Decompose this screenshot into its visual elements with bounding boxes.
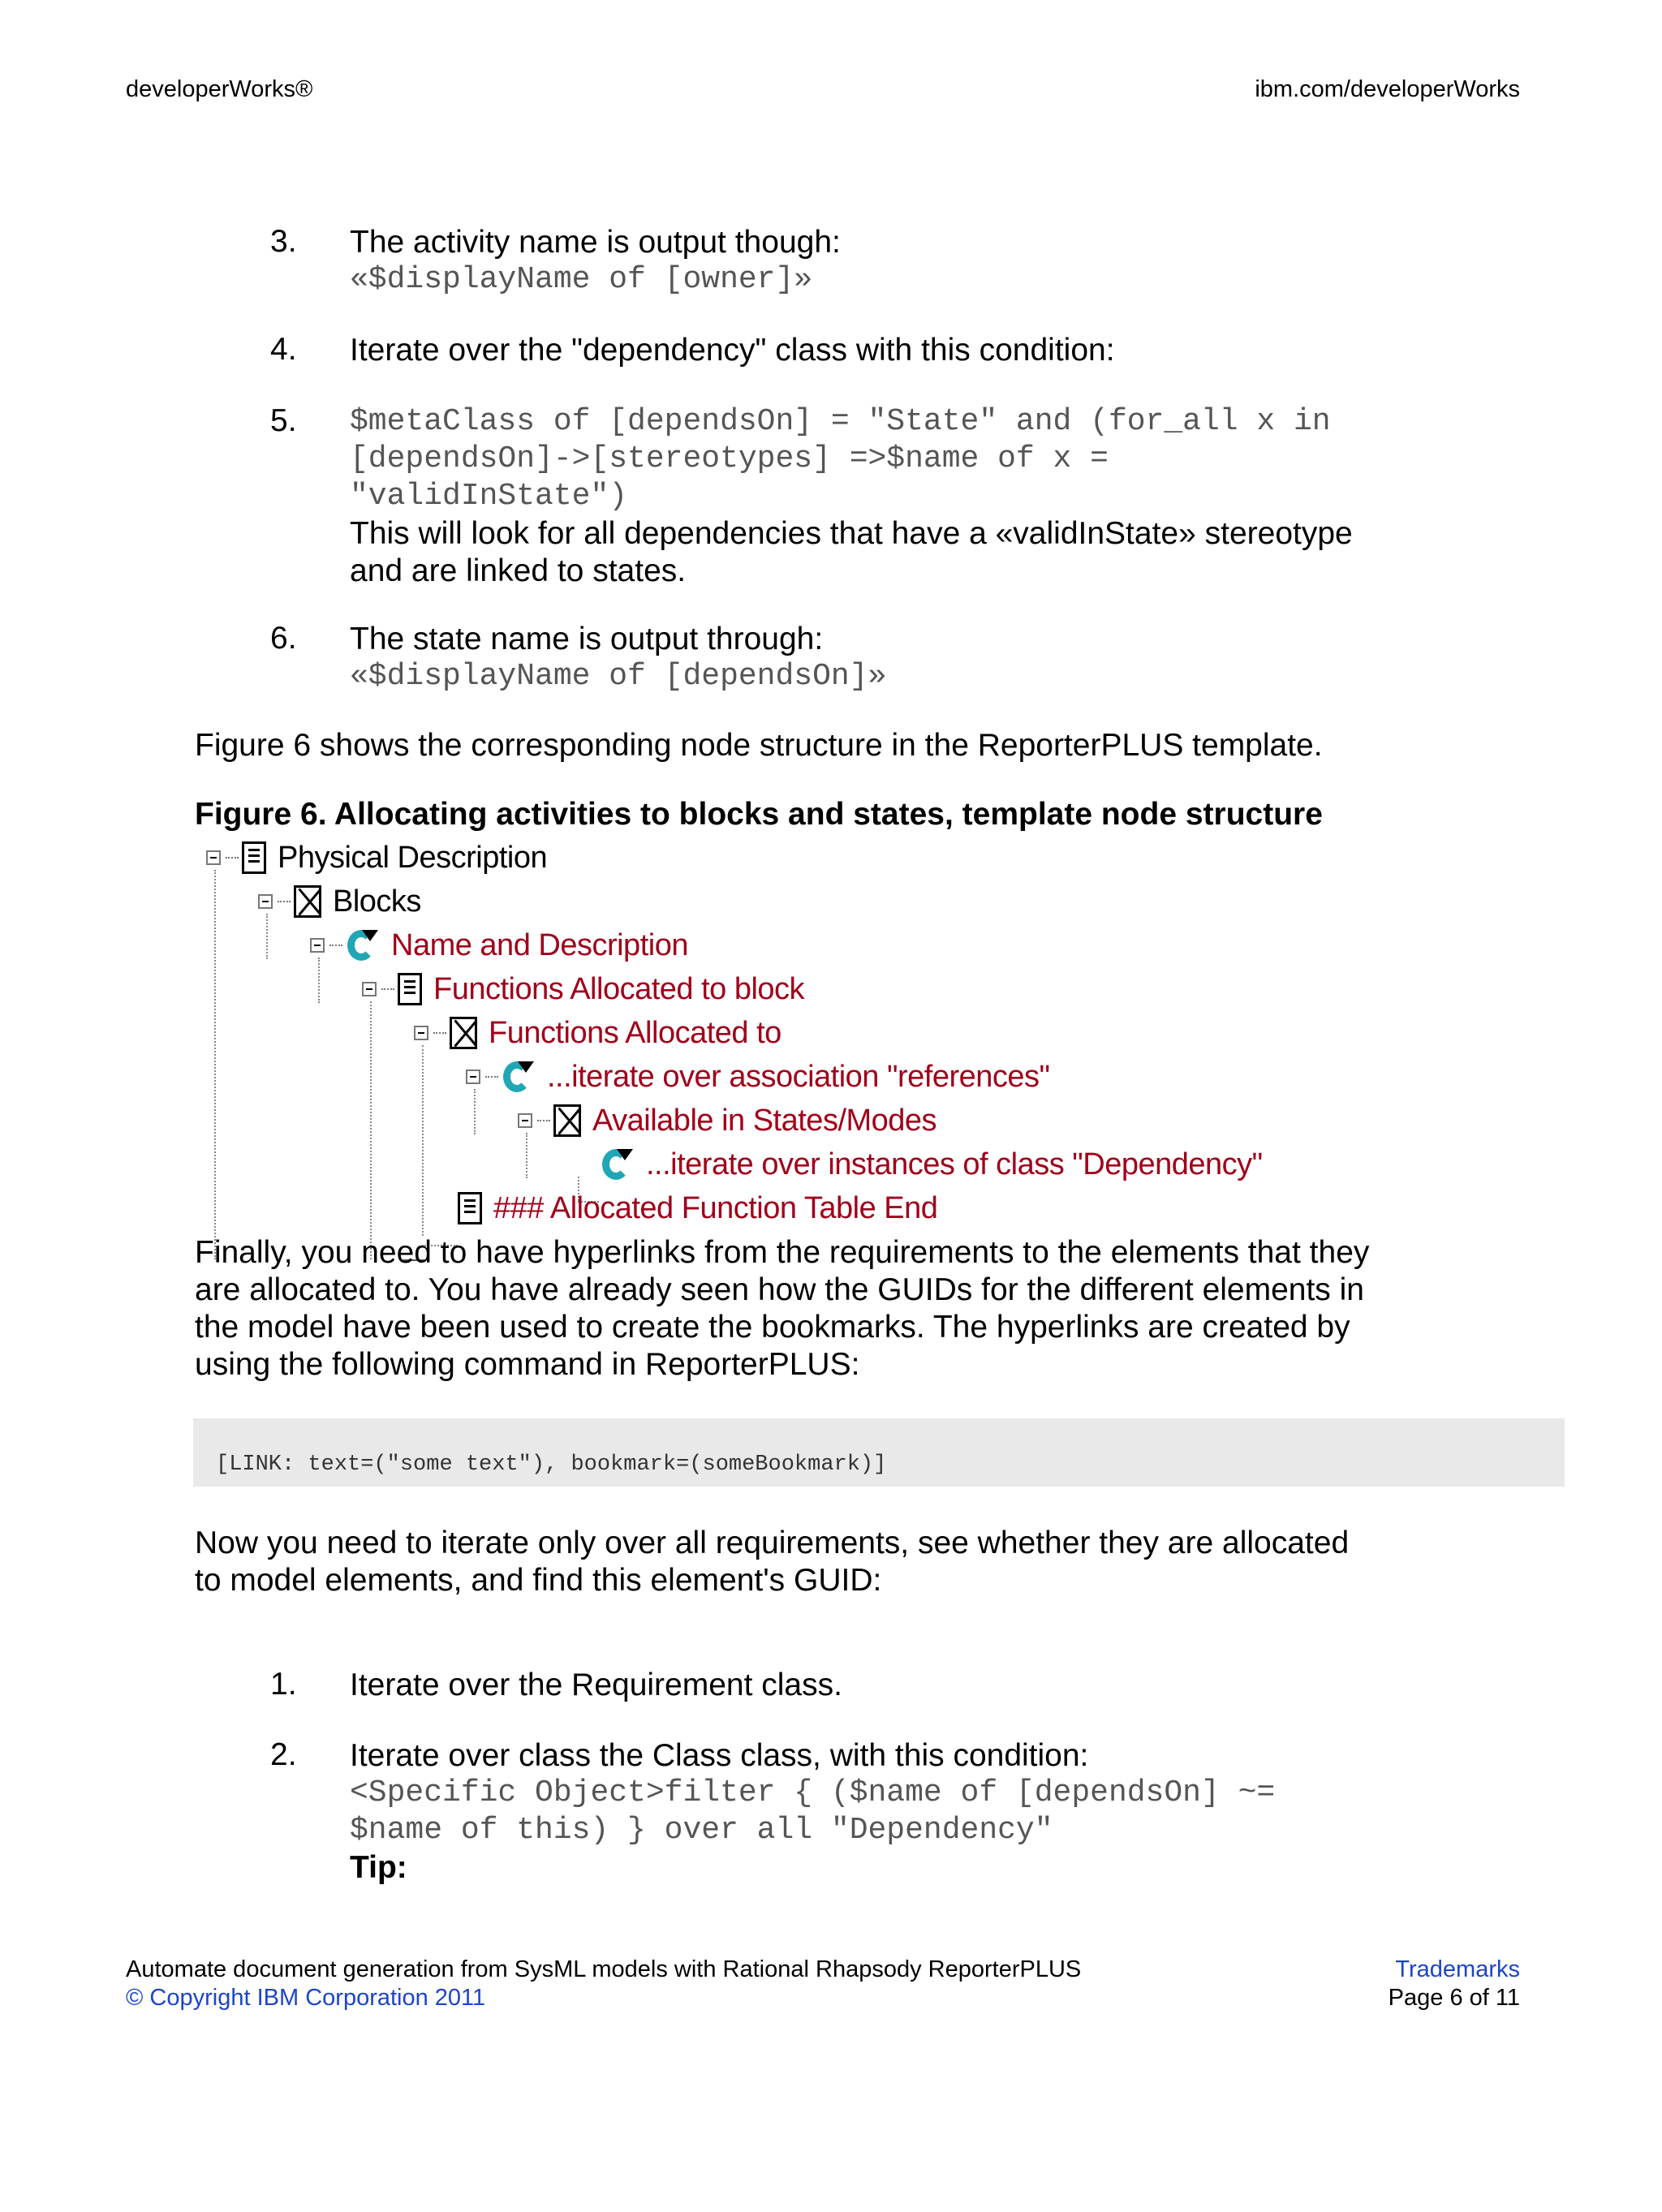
collapse-icon[interactable] — [362, 982, 377, 996]
tree-node-label: Name and Description — [391, 927, 688, 962]
code-block — [193, 1418, 1565, 1487]
step-number: 5. — [270, 403, 297, 438]
collapse-icon[interactable] — [206, 850, 221, 865]
tree-node[interactable] — [601, 1143, 1263, 1186]
tree-node[interactable] — [458, 1186, 937, 1230]
step-text — [350, 224, 1445, 299]
step-description: Iterate over the "dependency" class with this condition: — [350, 333, 1115, 368]
tree-node-label: Functions Allocated to — [489, 1015, 781, 1050]
step-code-line: <Specific Object>filter { ($name of [dependsOn] ~= — [350, 1775, 1276, 1810]
iterate-icon — [502, 1058, 536, 1095]
step-number: 4. — [270, 332, 297, 367]
collapse-icon[interactable] — [466, 1069, 480, 1084]
step-number: 3. — [270, 224, 297, 259]
tree-node-label: Available in States/Modes — [592, 1103, 937, 1138]
collapse-icon[interactable] — [414, 1026, 428, 1040]
x-box-icon — [450, 1017, 477, 1049]
step-description: Iterate over the Requirement class. — [350, 1668, 842, 1702]
document-icon — [242, 841, 266, 874]
code-block-text: [LINK: text=("some text"), bookmark=(someBookmark)] — [216, 1452, 887, 1477]
footer-copyright-link[interactable]: © Copyright IBM Corporation 2011 — [126, 1985, 486, 2011]
x-box-icon — [553, 1104, 581, 1137]
tree-node[interactable] — [258, 880, 421, 923]
step-description-line: and are linked to states. — [350, 553, 687, 588]
step-number: 1. — [270, 1667, 297, 1702]
tree-node[interactable] — [414, 1011, 781, 1055]
tree-node[interactable] — [518, 1099, 936, 1143]
iterate-paragraph — [195, 1525, 1461, 1599]
iterate-icon — [601, 1146, 635, 1183]
step-text — [350, 1737, 1445, 1887]
template-node-tree — [195, 836, 1380, 1242]
step-text — [350, 621, 1445, 695]
step-code: «$displayName of [owner]» — [350, 262, 813, 297]
tree-node-label: Blocks — [333, 884, 421, 919]
step-code-line: $metaClass of [dependsOn] = "State" and (for_all x in — [350, 404, 1331, 439]
tree-node[interactable] — [206, 836, 547, 880]
hyperlinks-paragraph — [195, 1234, 1461, 1384]
step-text — [350, 403, 1445, 590]
tree-node-label: ...iterate over instances of class "Dependency" — [646, 1147, 1263, 1181]
footer-left — [126, 1956, 1081, 2012]
footer-article-title: Automate document generation from SysML models with Rational Rhapsody ReporterPLUS — [126, 1956, 1082, 1982]
step-description: The state name is output through: — [350, 622, 824, 656]
collapse-icon[interactable] — [310, 938, 325, 953]
document-icon — [458, 1192, 482, 1224]
figure-intro-paragraph: Figure 6 shows the corresponding node structure in the ReporterPLUS template. — [195, 728, 1323, 763]
tree-guide — [422, 1045, 424, 1236]
header-brand: developerWorks® — [126, 76, 313, 102]
tree-node[interactable] — [310, 923, 688, 967]
step-description-line: This will look for all dependencies that have a «validInState» stereotype — [350, 516, 1353, 551]
tree-node-label: Functions Allocated to block — [433, 971, 805, 1006]
iterate-icon — [346, 927, 380, 964]
step-number: 6. — [270, 621, 297, 656]
step-description: Iterate over class the Class class, with this condition: — [350, 1738, 1089, 1773]
tree-node-label: ### Allocated Function Table End — [493, 1190, 938, 1225]
tree-node-label: ...iterate over association "references" — [547, 1059, 1050, 1094]
header-site[interactable]: ibm.com/developerWorks — [1255, 76, 1520, 102]
paragraph-line: the model have been used to create the bookmarks. The hyperlinks are created by — [195, 1310, 1350, 1345]
step-code-line: $name of this) } over all "Dependency" — [350, 1813, 1053, 1848]
step-number: 2. — [270, 1737, 297, 1772]
step-description: The activity name is output though: — [350, 225, 841, 260]
x-box-icon — [294, 885, 321, 918]
footer-right — [1389, 1956, 1520, 2012]
paragraph-line: Now you need to iterate only over all requirements, see whether they are allocated — [195, 1526, 1350, 1560]
paragraph-line: to model elements, and find this element's GUID: — [195, 1563, 882, 1598]
tree-node[interactable] — [362, 967, 804, 1011]
collapse-icon[interactable] — [518, 1113, 532, 1128]
collapse-icon[interactable] — [258, 894, 273, 909]
tree-node-label: Physical Description — [278, 840, 548, 875]
paragraph-line: Finally, you need to have hyperlinks from the requirements to the elements that they — [195, 1235, 1370, 1270]
paragraph-line: are allocated to. You have already seen how the GUIDs for the different elements in — [195, 1272, 1365, 1307]
step-code-line: [dependsOn]->[stereotypes] =>$name of x = — [350, 441, 1109, 476]
paragraph-line: using the following command in ReporterPLUS: — [195, 1347, 860, 1382]
footer-trademarks-link[interactable]: Trademarks — [1395, 1956, 1520, 1982]
footer-page-number: Page 6 of 11 — [1388, 1985, 1520, 2011]
step-code: «$displayName of [dependsOn]» — [350, 659, 887, 694]
tree-guide — [214, 870, 216, 1259]
tree-guide — [370, 1001, 372, 1259]
tip-label: Tip: — [350, 1850, 407, 1885]
step-code-line: "validInState") — [350, 479, 628, 514]
document-icon — [398, 973, 422, 1005]
tree-node[interactable] — [466, 1055, 1050, 1099]
figure-title: Figure 6. Allocating activities to blocks and states, template node structure — [195, 797, 1323, 832]
